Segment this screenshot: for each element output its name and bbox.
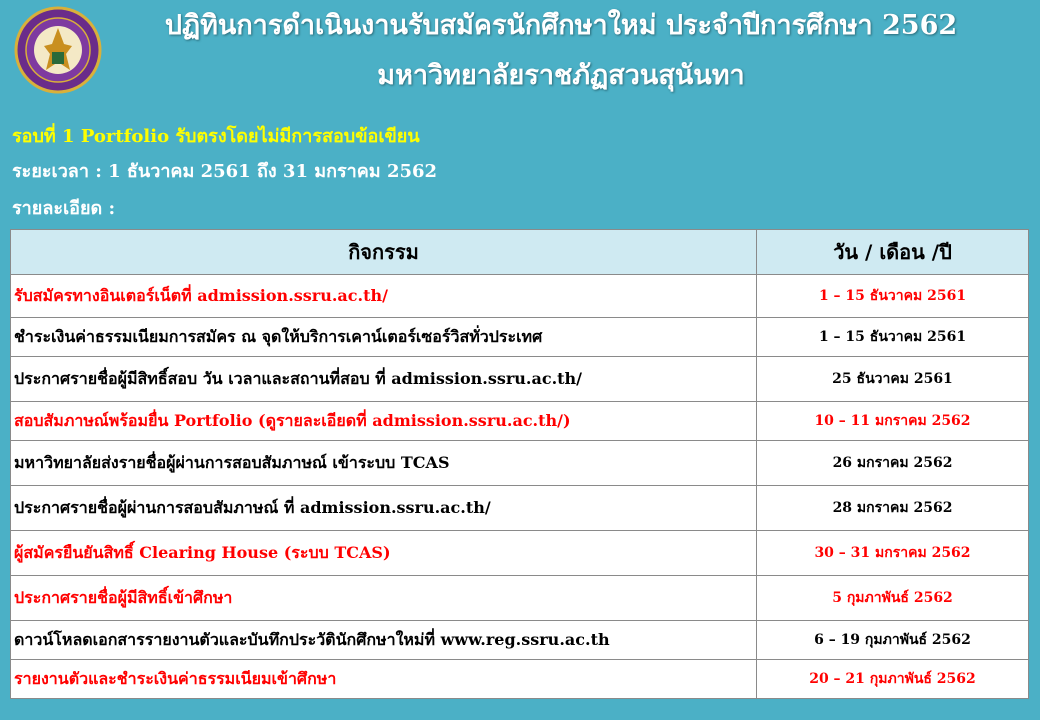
activity-cell: มหาวิทยาลัยส่งรายชื่อผู้ผ่านการสอบสัมภาษณ์ เข้าระบบ TCAS: [11, 441, 757, 486]
table-row: [11, 486, 1029, 531]
details-label: รายละเอียด :: [12, 198, 116, 219]
period-text: ระยะเวลา : 1 ธันวาคม 2561 ถึง 31 มกราคม 2562: [12, 161, 438, 182]
column-header-date: วัน / เดือน /ปี: [757, 230, 1029, 275]
schedule-table: [10, 229, 1029, 699]
date-cell: 6 – 19 กุมภาพันธ์ 2562: [757, 621, 1029, 660]
date-cell: 10 – 11 มกราคม 2562: [757, 402, 1029, 441]
university-seal-icon: [14, 6, 102, 94]
table-row: [11, 402, 1029, 441]
activity-cell: ดาวน์โหลดเอกสารรายงานตัวและบันทึกประวัตินักศึกษาใหม่ที่ www.reg.ssru.ac.th: [11, 621, 757, 660]
round-heading: รอบที่ 1 Portfolio รับตรงโดยไม่มีการสอบข้อเขียน: [12, 126, 420, 147]
table-row: [11, 576, 1029, 621]
date-cell: 25 ธันวาคม 2561: [757, 357, 1029, 402]
table-row: [11, 357, 1029, 402]
activity-cell: ประกาศรายชื่อผู้ผ่านการสอบสัมภาษณ์ ที่ admission.ssru.ac.th/: [11, 486, 757, 531]
activity-cell: สอบสัมภาษณ์พร้อมยื่น Portfolio (ดูรายละเอียดที่ admission.ssru.ac.th/): [11, 402, 757, 441]
date-cell: 1 – 15 ธันวาคม 2561: [757, 275, 1029, 318]
activity-cell: ประกาศรายชื่อผู้มีสิทธิ์สอบ วัน เวลาและสถานที่สอบ ที่ admission.ssru.ac.th/: [11, 357, 757, 402]
activity-cell: รายงานตัวและชำระเงินค่าธรรมเนียมเข้าศึกษา: [11, 660, 757, 699]
table-row: [11, 318, 1029, 357]
activity-cell: ชำระเงินค่าธรรมเนียมการสมัคร ณ จุดให้บริการเคาน์เตอร์เซอร์วิสทั่วประเทศ: [11, 318, 757, 357]
date-cell: 28 มกราคม 2562: [757, 486, 1029, 531]
table-header-row: [11, 230, 1029, 275]
activity-cell: รับสมัครทางอินเตอร์เน็ตที่ admission.ssru.ac.th/: [11, 275, 757, 318]
table-row: [11, 660, 1029, 699]
activity-cell: ผู้สมัครยืนยันสิทธิ์ Clearing House (ระบบ TCAS): [11, 531, 757, 576]
table-row: [11, 531, 1029, 576]
date-cell: 30 – 31 มกราคม 2562: [757, 531, 1029, 576]
date-cell: 5 กุมภาพันธ์ 2562: [757, 576, 1029, 621]
page-title: ปฏิทินการดำเนินงานรับสมัครนักศึกษาใหม่ ประจำปีการศึกษา 2562: [164, 10, 958, 41]
column-header-activity: กิจกรรม: [11, 230, 757, 275]
activity-cell: ประกาศรายชื่อผู้มีสิทธิ์เข้าศึกษา: [11, 576, 757, 621]
table-row: [11, 275, 1029, 318]
date-cell: 26 มกราคม 2562: [757, 441, 1029, 486]
table-row: [11, 441, 1029, 486]
date-cell: 1 – 15 ธันวาคม 2561: [757, 318, 1029, 357]
table-row: [11, 621, 1029, 660]
university-name: มหาวิทยาลัยราชภัฏสวนสุนันทา: [377, 60, 745, 91]
date-cell: 20 – 21 กุมภาพันธ์ 2562: [757, 660, 1029, 699]
